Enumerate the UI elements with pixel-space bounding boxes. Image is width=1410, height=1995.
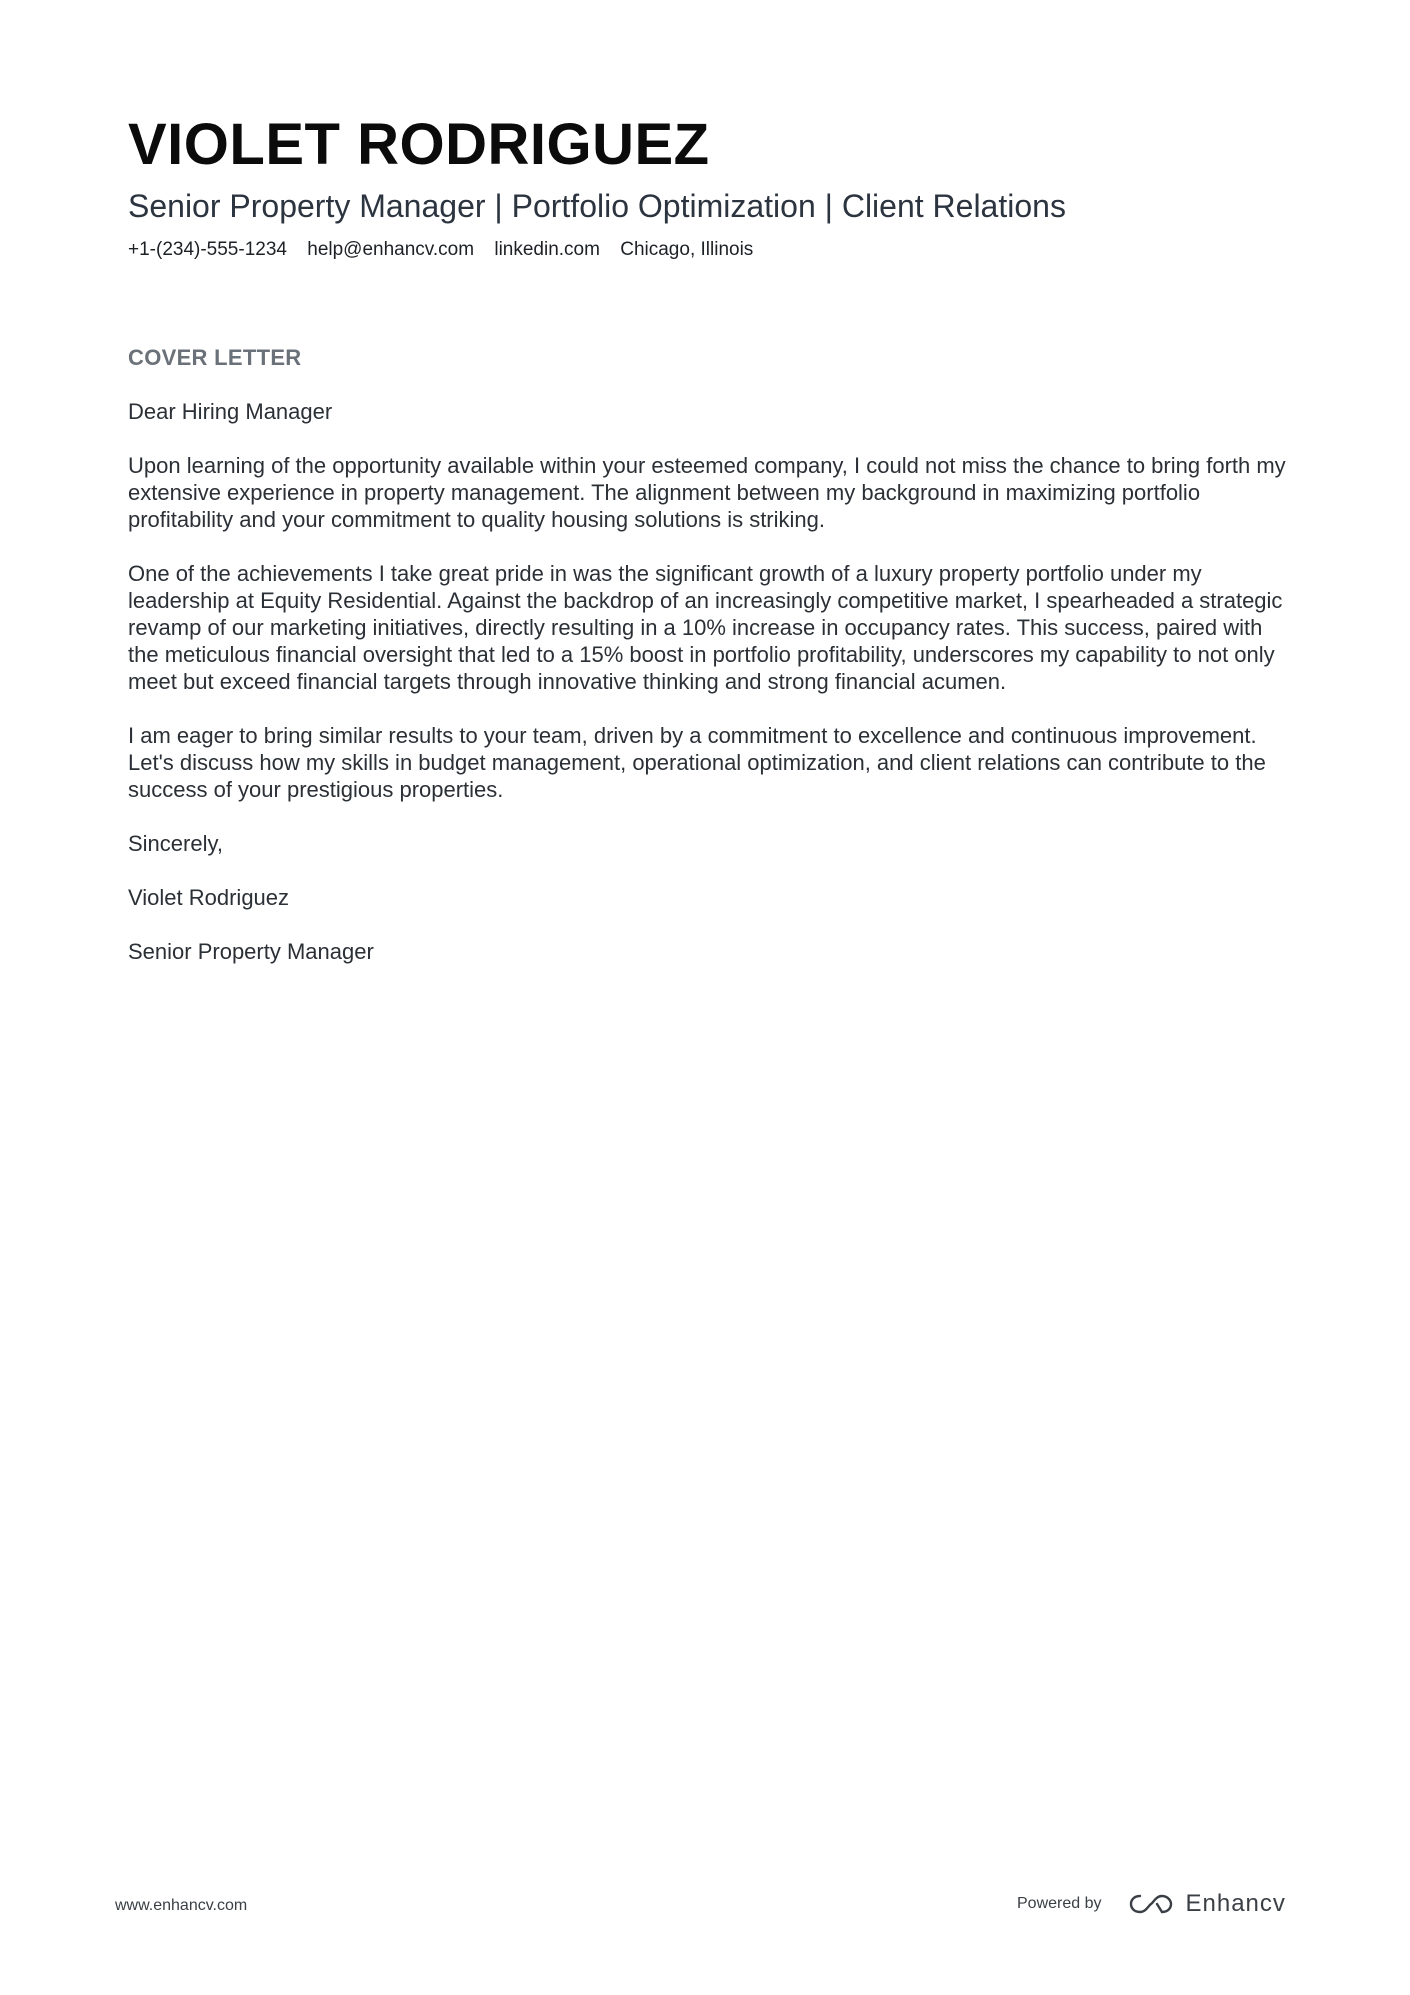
signature-title: Senior Property Manager — [128, 939, 374, 964]
signature-name: Violet Rodriguez — [128, 885, 290, 910]
brand-name: Enhancv — [1185, 1890, 1286, 1917]
powered-by-label: Powered by — [1017, 1895, 1102, 1912]
contact-info — [128, 238, 1288, 262]
contact-phone[interactable]: +1-(234)-555-1234 — [128, 239, 287, 260]
closing: Sincerely, — [128, 831, 223, 856]
contact-location: Chicago, Illinois — [620, 239, 754, 260]
contact-linkedin[interactable]: linkedin.com — [494, 239, 600, 260]
letter-body — [128, 344, 1288, 992]
paragraph-1: Upon learning of the opportunity available within your esteemed company, I could not miss the chance to bring forth my extensive experience in property management. The alignment between my background in maximizing portfolio profitability and your commitment to quality housing solutions is striking. — [128, 453, 1286, 532]
footer-website[interactable]: www.enhancv.com — [115, 1897, 248, 1914]
salutation: Dear Hiring Manager — [128, 399, 333, 424]
paragraph-3: I am eager to bring similar results to your team, driven by a commitment to excellence and continuous improvement. Let's discuss how my skills in budget management, operational optimization, and client relations can contribute to the success of your prestigious properties. — [128, 723, 1266, 802]
section-title: COVER LETTER — [128, 345, 302, 370]
paragraph-2: One of the achievements I take great pride in was the significant growth of a luxury property portfolio under my leadership at Equity Residential. Against the backdrop of an increasingly competitive market, I spearheaded a strategic revamp of our marketing initiatives, directly resulting in a 10% increase in occupancy rates. This success, paired with the meticulous financial oversight that led to a 15% boost in portfolio profitability, underscores my capability to not only meet but exceed financial targets through innovative thinking and strong financial acumen. — [128, 561, 1283, 694]
contact-email[interactable]: help@enhancv.com — [307, 239, 475, 260]
enhancv-logo-icon — [1128, 1892, 1174, 1916]
applicant-name: VIOLET RODRIGUEZ — [128, 112, 710, 177]
footer-branding[interactable] — [1017, 1886, 1286, 1922]
headline: Senior Property Manager | Portfolio Optimization | Client Relations — [128, 188, 1066, 224]
header — [128, 110, 1288, 262]
